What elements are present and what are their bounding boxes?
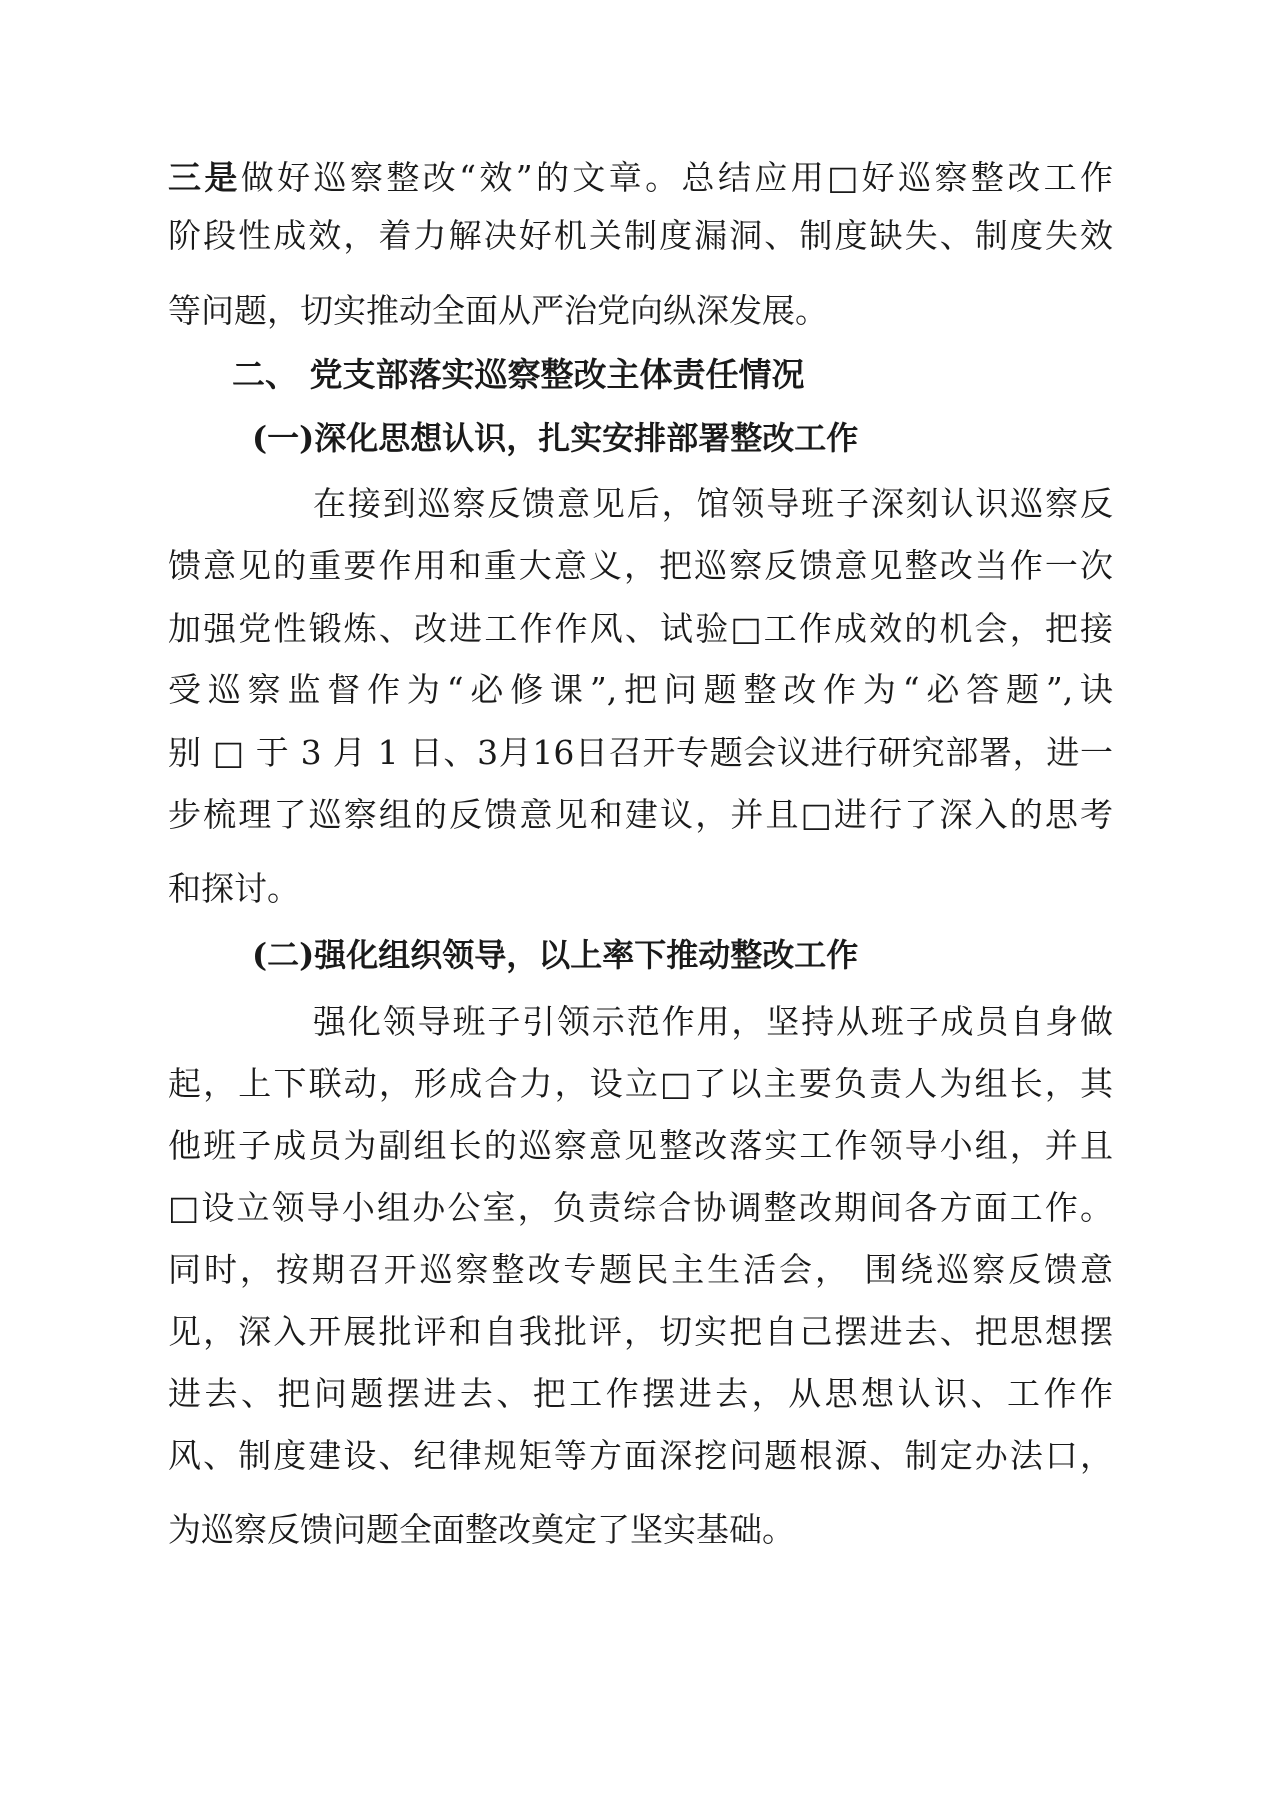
paragraph-line: 阶段性成效，着力解决好机关制度漏洞、制度缺失、制度失效 [168, 216, 1113, 255]
paragraph-line: 起，上下联动，形成合力，设立□了以主要负责人为组长，其 [168, 1064, 1113, 1103]
paragraph-line: 强化领导班子引领示范作用，坚持从班子成员自身做 [313, 1002, 1113, 1041]
paragraph-line: 加强党性锻炼、改进工作作风、试验□工作成效的机会，把接 [168, 609, 1113, 648]
paragraph-line: 等问题，切实推动全面从严治党向纵深发展。 [168, 291, 828, 330]
paragraph-line: 和探讨。 [168, 869, 300, 908]
paragraph-line: 在接到巡察反馈意见后，馆领导班子深刻认识巡察反 [313, 484, 1113, 523]
paragraph-line: 别 □ 于 3 月 1 日、3月16日召开专题会议进行研究部署，进一 [168, 733, 1113, 772]
paragraph-line: □设立领导小组办公室，负责综合协调整改期间各方面工作。 [168, 1188, 1113, 1227]
section-heading: 二、 党支部落实巡察整改主体责任情况 [232, 355, 805, 394]
paragraph-line: 为巡察反馈问题全面整改奠定了坚实基础。 [168, 1510, 795, 1549]
subsection-title: (一)深化思想认识，扎实安排部署整改工作 [252, 419, 859, 457]
paragraph-line: 进去、把问题摆进去、把工作摆进去，从思想认识、工作作 [168, 1374, 1113, 1413]
paragraph-line: 受巡察监督作为“必修课”,把问题整改作为“必答题”,诀 [168, 670, 1113, 709]
paragraph-line: 他班子成员为副组长的巡察意见整改落实工作领导小组，并且 [168, 1126, 1113, 1165]
paragraph-line: 风、制度建设、纪律规矩等方面深挖问题根源、制定办法口， [168, 1436, 1113, 1475]
paragraph-line: 见，深入开展批评和自我批评，切实把自己摆进去、把思想摆 [168, 1312, 1113, 1351]
paragraph-line: 三是做好巡察整改“效”的文章。总结应用□好巡察整改工作 [168, 158, 1114, 197]
paragraph-line: 步梳理了巡察组的反馈意见和建议，并且□进行了深入的思考 [168, 795, 1113, 834]
paragraph-line: 同时，按期召开巡察整改专题民主生活会， 围绕巡察反馈意 [168, 1250, 1113, 1289]
bold-lead: 三是 [168, 158, 241, 197]
paragraph-line: 馈意见的重要作用和重大意义，把巡察反馈意见整改当作一次 [168, 546, 1113, 585]
subsection-title: (二)强化组织领导，以上率下推动整改工作 [252, 936, 859, 974]
